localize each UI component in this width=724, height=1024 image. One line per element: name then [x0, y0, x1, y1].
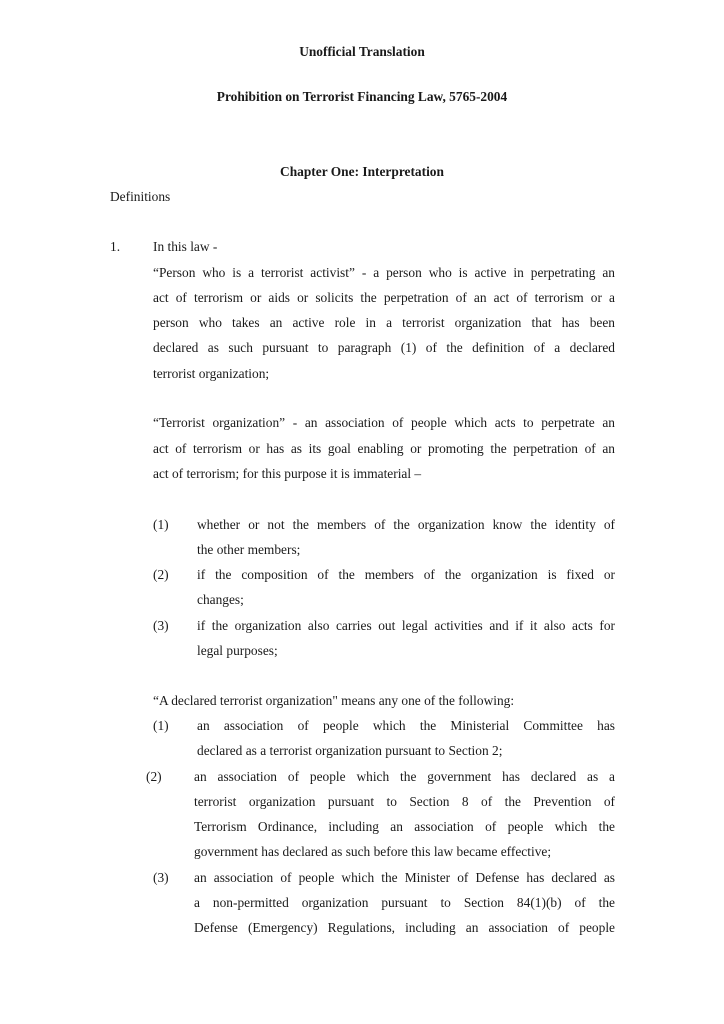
law-title: Prohibition on Terrorist Financing Law, 5765-2004	[216, 89, 508, 104]
list-item-text: whether or not the members of the organization know the identity of	[197, 517, 615, 532]
translation-note: Unofficial Translation	[299, 44, 425, 59]
list-item-text: government has declared as such before this law became effective;	[194, 844, 552, 859]
terrorist-organization-line: “Terrorist organization” - an association of people which acts to perpetrate an	[153, 415, 615, 430]
terrorist-activist-line: act of terrorism or aids or solicits the perpetration of an act of terrorism or a	[153, 290, 615, 305]
terrorist-organization-line: act of terrorism; for this purpose it is immaterial –	[153, 466, 422, 481]
list-item-text: Terrorism Ordinance, including an association of people which the	[194, 819, 615, 834]
list-item-text: if the organization also carries out legal activities and if it also acts for	[197, 618, 615, 633]
list-item-text: an association of people which the Minister of Defense has declared as	[194, 870, 615, 885]
section-number: 1.	[110, 239, 121, 254]
chapter-title: Chapter One: Interpretation	[280, 164, 444, 179]
definitions-heading: Definitions	[110, 189, 171, 204]
list-item-text: a non-permitted organization pursuant to Section 84(1)(b) of the	[194, 895, 615, 910]
list-item-number: (2)	[153, 567, 169, 582]
list-item-number: (1)	[153, 718, 169, 733]
terrorist-activist-line: person who takes an active role in a terrorist organization that has been	[153, 315, 615, 330]
list-item-text: Defense (Emergency) Regulations, including an association of people	[194, 920, 615, 935]
list-item-number: (3)	[153, 618, 169, 633]
terrorist-activist-line: terrorist organization;	[153, 366, 270, 381]
terrorist-organization-line: act of terrorism or has as its goal enabling or promoting the perpetration of an	[153, 441, 615, 456]
list-item-number: (1)	[153, 517, 169, 532]
list-item-text: an association of people which the government has declared as a	[194, 769, 615, 784]
list-item-text: legal purposes;	[197, 643, 278, 658]
list-item-number: (3)	[153, 870, 169, 885]
terrorist-activist-line: “Person who is a terrorist activist” - a person who is active in perpetrating an	[153, 265, 615, 280]
section-intro: In this law -	[153, 239, 218, 254]
list-item-text: terrorist organization pursuant to Section 8 of the Prevention of	[194, 794, 615, 809]
declared-organization-intro: “A declared terrorist organization" means any one of the following:	[153, 693, 515, 708]
list-item-text: an association of people which the Ministerial Committee has	[197, 718, 615, 733]
list-item-text: declared as a terrorist organization pursuant to Section 2;	[197, 743, 503, 758]
list-item-text: if the composition of the members of the organization is fixed or	[197, 567, 615, 582]
list-item-number: (2)	[146, 769, 162, 784]
list-item-text: the other members;	[197, 542, 301, 557]
list-item-text: changes;	[197, 592, 244, 607]
terrorist-activist-line: declared as such pursuant to paragraph (1) of the definition of a declared	[153, 340, 615, 355]
